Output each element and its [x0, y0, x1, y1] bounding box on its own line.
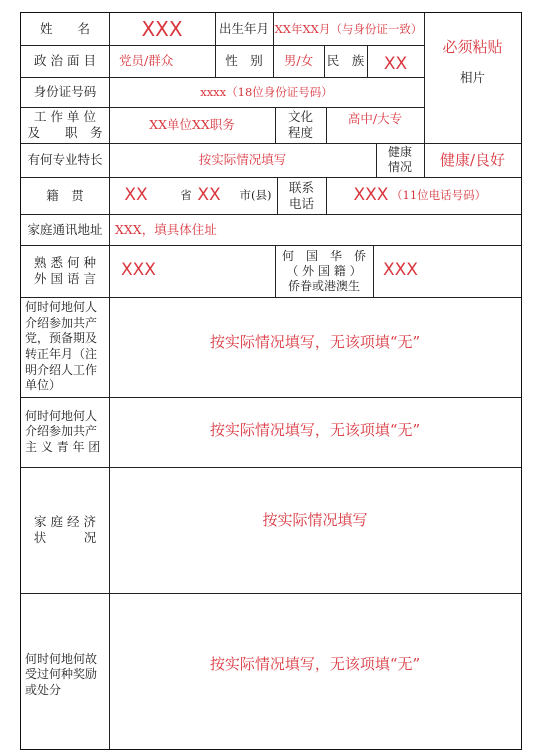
phone-label-line2: 电话 — [288, 195, 314, 211]
id-value: xxxx（18位身份证号码） — [200, 84, 333, 99]
ethnic-value: XX — [383, 54, 408, 75]
overseas-label-line1: 何 国 华 侨 — [281, 248, 366, 263]
health-label-line1: 健康 — [387, 145, 412, 159]
political-value: 党员/群众 — [119, 53, 174, 69]
league-value: 按实际情况填写，无该项填“无” — [209, 421, 421, 439]
skill-label: 有何专业特长 — [27, 152, 103, 168]
city-label: 市(县) — [239, 188, 272, 203]
work-value: XX单位XX职务 — [149, 117, 235, 133]
overseas-label-line2: （ 外 国 籍 ） — [286, 263, 362, 278]
ethnic-label: 民 族 — [326, 53, 365, 69]
name-value: XXX — [141, 16, 183, 41]
birth-value: XX年XX月（与身份证一致） — [274, 21, 423, 36]
birth-label: 出生年月 — [218, 21, 269, 37]
work-label-line2: 及 职 务 — [27, 125, 103, 140]
gender-label: 性 别 — [225, 53, 263, 69]
league-label — [21, 397, 109, 467]
party-label-line5: 明介绍人工作 — [25, 362, 98, 377]
skill-value: 按实际情况填写 — [198, 152, 287, 168]
overseas-label-line3: 侨眷或港澳生 — [287, 278, 360, 293]
party-label-line1: 何时何地何人 — [25, 300, 98, 315]
party-label-line3: 党，预备期及 — [25, 331, 98, 346]
league-label-line3: 主 义 青 年 团 — [25, 439, 101, 454]
language-value: XXX — [121, 260, 156, 281]
health-value: 健康/良好 — [439, 150, 506, 169]
economy-label-line1: 家 庭 经 济 — [34, 514, 96, 530]
award-label-line2: 受过何种奖励 — [25, 667, 98, 682]
award-label-line1: 何时何地何故 — [25, 651, 98, 666]
city-value: XX — [197, 184, 221, 205]
photo-label: 相片 — [459, 70, 485, 86]
party-label-line4: 转正年月（注 — [25, 347, 98, 361]
league-label-line2: 介绍参加共产 — [25, 424, 98, 439]
party-value: 按实际情况填写，无该项填“无” — [209, 333, 421, 351]
address-label: 家庭通讯地址 — [27, 221, 103, 237]
id-label: 身份证号码 — [33, 84, 97, 100]
work-label — [21, 107, 109, 143]
education-label-line1: 文化 — [287, 109, 313, 125]
party-label-line6: 单位） — [25, 378, 62, 393]
language-label-line2: 外 国 语 言 — [34, 271, 96, 286]
name-label: 姓 名 — [39, 21, 90, 37]
award-label-line3: 或处分 — [25, 682, 62, 697]
economy-label — [21, 467, 109, 593]
party-label-line2: 介绍参加共产 — [25, 315, 98, 330]
economy-label-line2: 状 况 — [33, 530, 97, 545]
native-place-label: 籍 贯 — [46, 187, 84, 203]
language-label — [21, 245, 109, 297]
photo-required-value: 必须粘贴 — [442, 37, 503, 56]
overseas-value: XXX — [383, 260, 418, 281]
gender-value: 男/女 — [283, 53, 314, 69]
league-label-line1: 何时何地何人 — [25, 408, 98, 423]
phone-value: XXX — [353, 184, 389, 205]
phone-note: （11位电话号码） — [391, 188, 487, 203]
economy-value: 按实际情况填写 — [262, 511, 368, 529]
province-value: XX — [124, 184, 148, 205]
address-value: XXX，填具体住址 — [115, 221, 217, 237]
health-label-line2: 情况 — [387, 160, 412, 174]
work-label-line1: 工 作 单 位 — [34, 109, 96, 125]
education-label — [275, 107, 326, 143]
education-label-line2: 程度 — [287, 125, 313, 140]
health-label — [376, 143, 424, 177]
political-label: 政 治 面 目 — [34, 53, 96, 69]
overseas-label — [275, 245, 373, 297]
language-label-line1: 熟 悉 何 种 — [34, 255, 96, 271]
phone-label-line1: 联系 — [288, 179, 314, 195]
award-label — [21, 593, 109, 749]
phone-label — [277, 177, 326, 214]
registration-form — [20, 12, 522, 750]
party-label — [21, 297, 109, 397]
award-value: 按实际情况填写，无该项填“无” — [209, 655, 421, 673]
education-value: 高中/大专 — [347, 111, 403, 127]
province-label: 省 — [180, 188, 192, 203]
